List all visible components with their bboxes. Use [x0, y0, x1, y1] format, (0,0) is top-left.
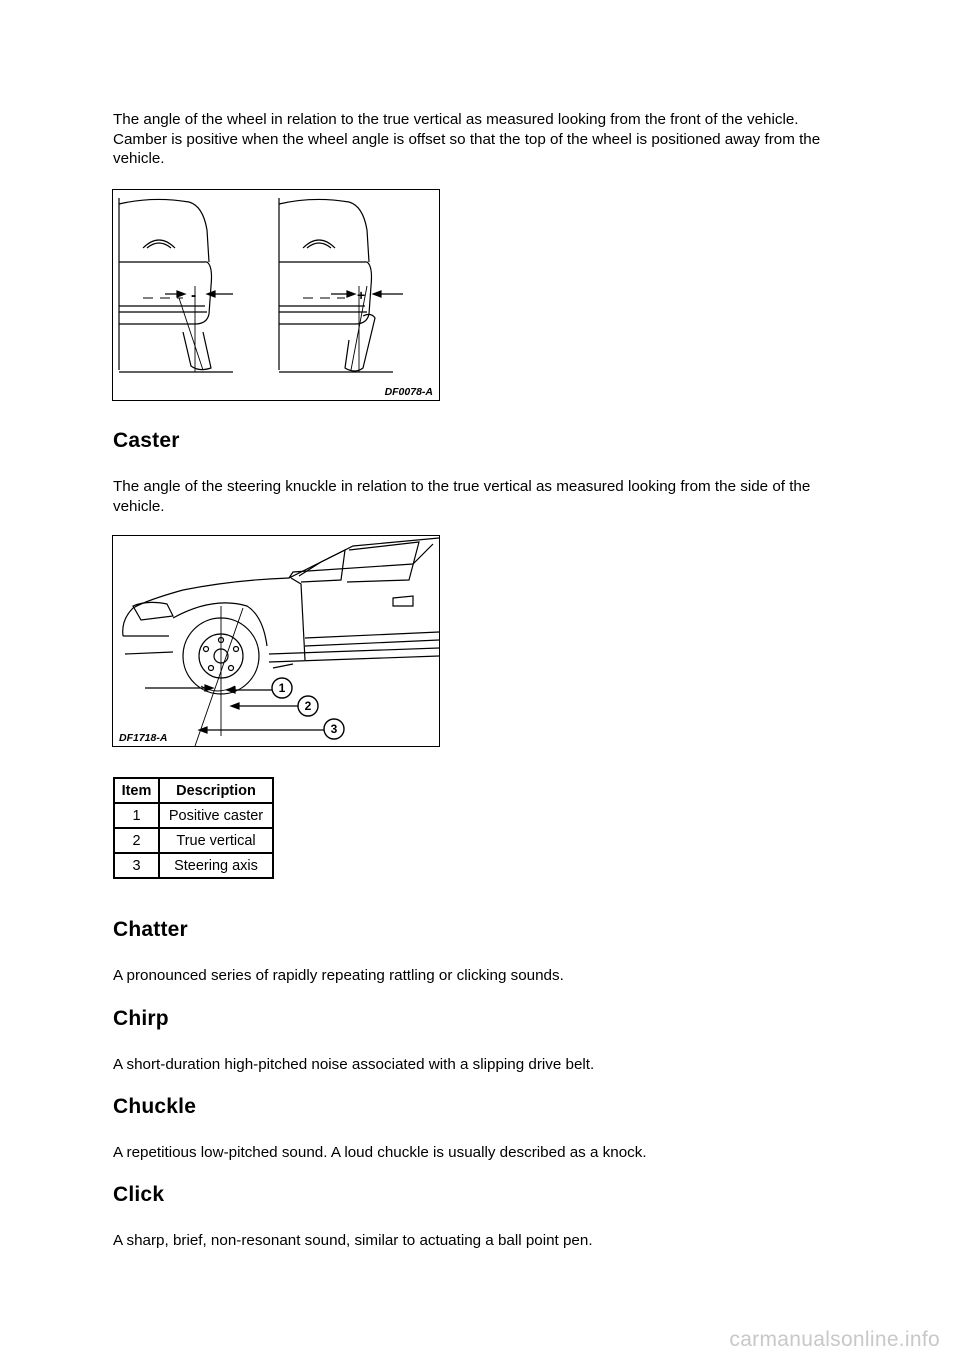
chatter-description: A pronounced series of rapidly repeating rattling or clicking sounds. [113, 967, 564, 984]
caster-illustration [113, 536, 439, 746]
site-watermark: carmanualsonline.info [729, 1328, 940, 1351]
chatter-heading: Chatter [113, 918, 188, 941]
table-cell-item: 3 [114, 853, 159, 878]
caster-figure [112, 535, 440, 747]
camber-description: The angle of the wheel in relation to the true vertical as measured looking from the front of the vehicle. Camber is positive when the wheel angle is offset so that the top of the wheel is positioned away from the vehicle. [113, 111, 821, 167]
chirp-description: A short-duration high-pitched noise associated with a slipping drive belt. [113, 1056, 595, 1073]
camber-figure-code: DF0078-A [384, 386, 433, 398]
table-row [114, 853, 273, 878]
table-cell-description: Steering axis [159, 853, 273, 878]
caster-items-table [113, 777, 274, 879]
callout-2-label: 2 [304, 699, 312, 713]
chirp-heading: Chirp [113, 1007, 169, 1030]
caster-heading: Caster [113, 429, 180, 452]
chuckle-description: A repetitious low-pitched sound. A loud chuckle is usually described as a knock. [113, 1144, 647, 1161]
table-cell-description: Positive caster [159, 803, 273, 828]
click-description: A sharp, brief, non-resonant sound, similar to actuating a ball point pen. [113, 1232, 593, 1249]
camber-figure [112, 189, 440, 401]
table-row [114, 828, 273, 853]
table-row [114, 803, 273, 828]
table-cell-item: 1 [114, 803, 159, 828]
callout-3-label: 3 [330, 722, 338, 736]
camber-illustration [113, 190, 439, 400]
caster-figure-code: DF1718-A [119, 732, 168, 744]
camber-plus-label: + [357, 287, 366, 303]
table-cell-description: True vertical [159, 828, 273, 853]
table-header-description: Description [159, 778, 273, 803]
camber-minus-label: - [191, 287, 197, 304]
click-heading: Click [113, 1183, 165, 1206]
callout-1-label: 1 [278, 681, 286, 695]
chuckle-heading: Chuckle [113, 1095, 197, 1118]
caster-description: The angle of the steering knuckle in relation to the true vertical as measured looking from the side of the vehicle. [113, 478, 811, 515]
table-cell-item: 2 [114, 828, 159, 853]
table-header-item: Item [114, 778, 159, 803]
table-header-row [114, 778, 273, 803]
